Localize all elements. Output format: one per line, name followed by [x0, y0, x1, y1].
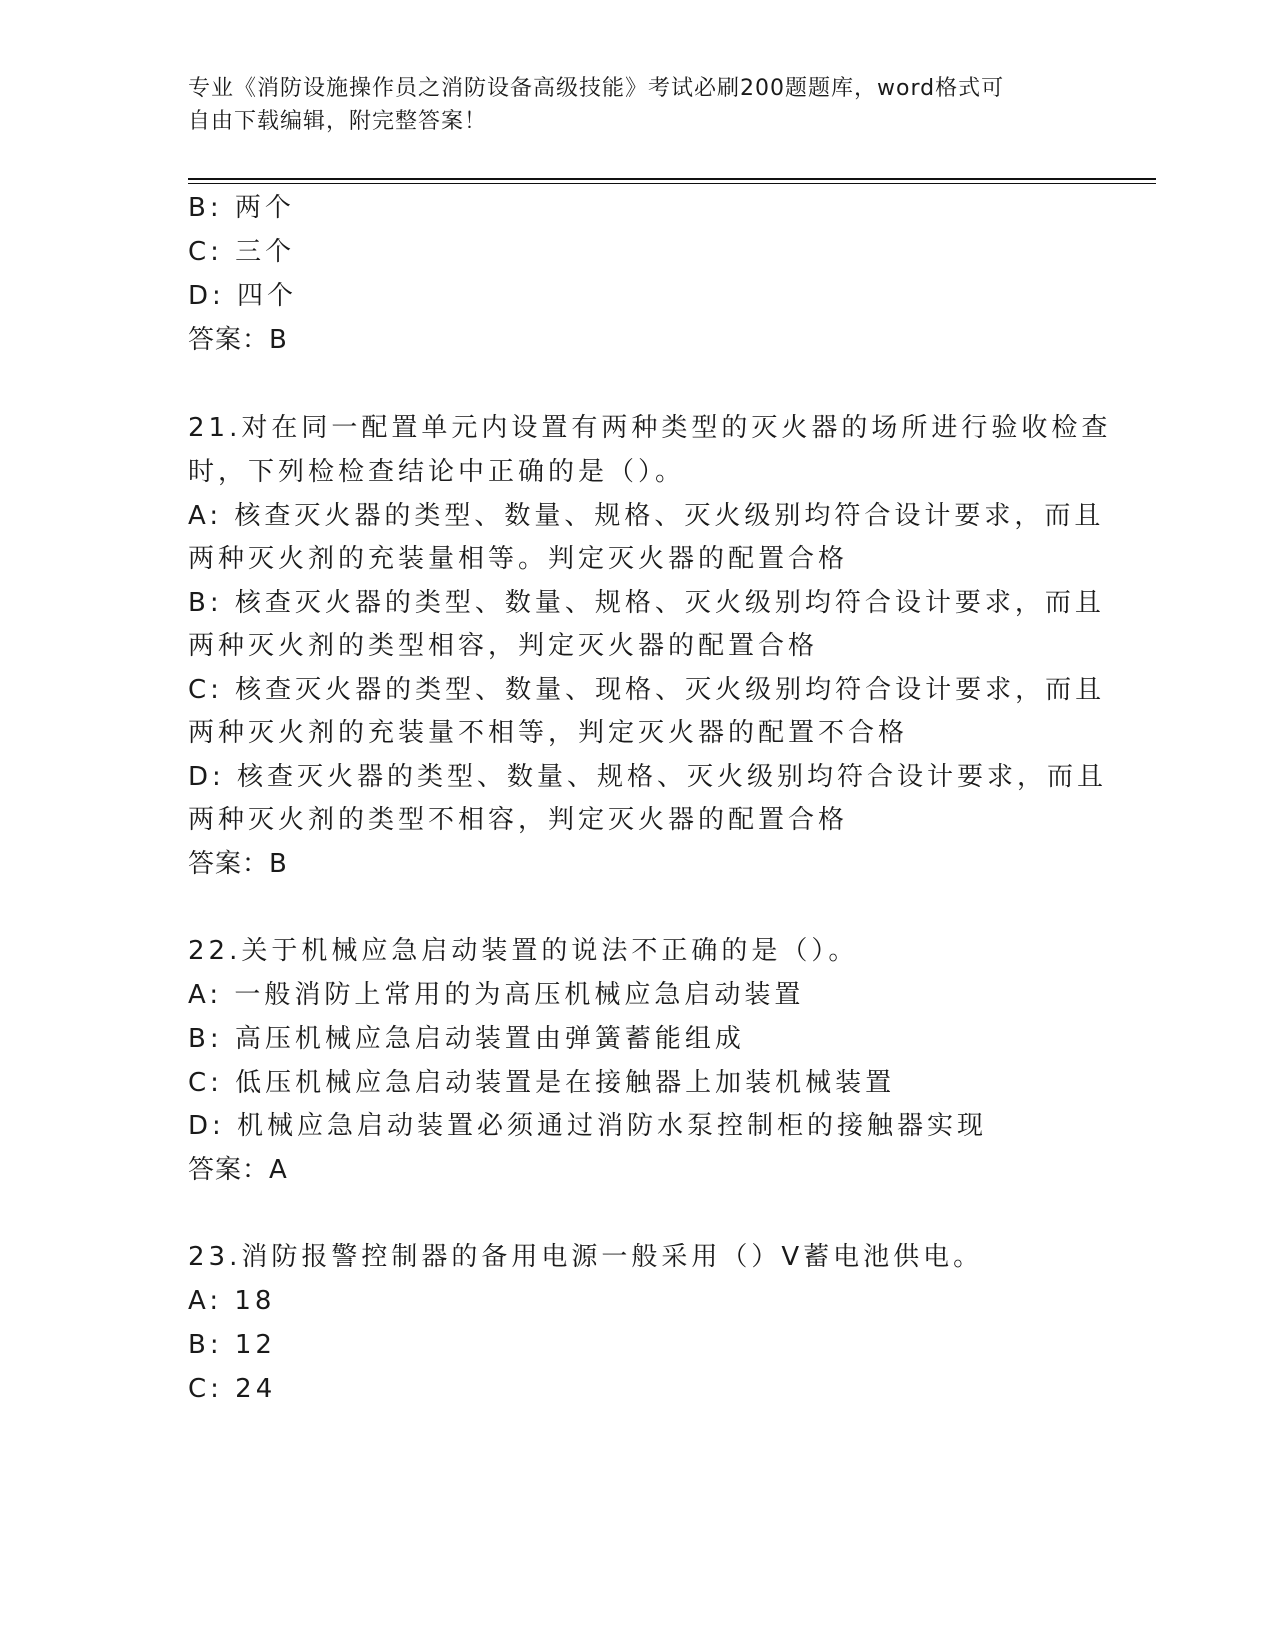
- q23-option-b: B: 12: [188, 1330, 276, 1360]
- q23-option-a: A: 18: [188, 1286, 276, 1316]
- prev-option-d: D: 四个: [188, 281, 298, 311]
- q21-option-a-line-2: 两种灭火剂的充装量相等。判定灭火器的配置合格: [188, 544, 849, 574]
- q23-stem: 23.消防报警控制器的备用电源一般采用（）V蓄电池供电。: [188, 1242, 984, 1272]
- q22-option-a: A: 一般消防上常用的为高压机械应急启动装置: [188, 980, 805, 1010]
- header-divider-thick: [188, 178, 1156, 180]
- prev-option-c: C: 三个: [188, 237, 296, 267]
- q21-option-c-line-2: 两种灭火剂的充装量不相等，判定灭火器的配置不合格: [188, 718, 909, 748]
- q22-option-b: B: 高压机械应急启动装置由弹簧蓄能组成: [188, 1024, 745, 1054]
- q21-option-d-line-2: 两种灭火剂的类型不相容，判定灭火器的配置合格: [188, 805, 849, 835]
- prev-answer: 答案：B: [188, 325, 288, 355]
- q22-option-d: D: 机械应急启动装置必须通过消防水泵控制柜的接触器实现: [188, 1111, 988, 1141]
- q21-option-a-line-1: A: 核查灭火器的类型、数量、规格、灭火级别均符合设计要求，而且: [188, 501, 1105, 531]
- prev-option-b: B: 两个: [188, 193, 295, 223]
- header-line-1: 专业《消防设施操作员之消防设备高级技能》考试必刷200题题库，word格式可: [188, 76, 1005, 101]
- q23-option-c: C: 24: [188, 1374, 277, 1404]
- header-divider-thin: [188, 183, 1156, 184]
- q21-option-c-line-1: C: 核查灭火器的类型、数量、现格、灭火级别均符合设计要求，而且: [188, 675, 1106, 705]
- q21-option-b-line-2: 两种灭火剂的类型相容，判定灭火器的配置合格: [188, 631, 819, 661]
- q22-option-c: C: 低压机械应急启动装置是在接触器上加装机械装置: [188, 1068, 896, 1098]
- page-header: [188, 72, 1068, 138]
- q21-option-b-line-1: B: 核查灭火器的类型、数量、规格、灭火级别均符合设计要求，而且: [188, 588, 1105, 618]
- q21-stem-line-2: 时，下列检检查结论中正确的是（）。: [188, 457, 686, 487]
- q22-answer: 答案：A: [188, 1155, 288, 1185]
- q21-stem-line-1: 21.对在同一配置单元内设置有两种类型的灭火器的场所进行验收检查: [188, 413, 1112, 443]
- header-line-2: 自由下载编辑，附完整答案！: [188, 109, 488, 134]
- q21-option-d-line-1: D: 核查灭火器的类型、数量、规格、灭火级别均符合设计要求，而且: [188, 762, 1108, 792]
- q22-stem: 22.关于机械应急启动装置的说法不正确的是（）。: [188, 936, 859, 966]
- q21-answer: 答案：B: [188, 849, 288, 879]
